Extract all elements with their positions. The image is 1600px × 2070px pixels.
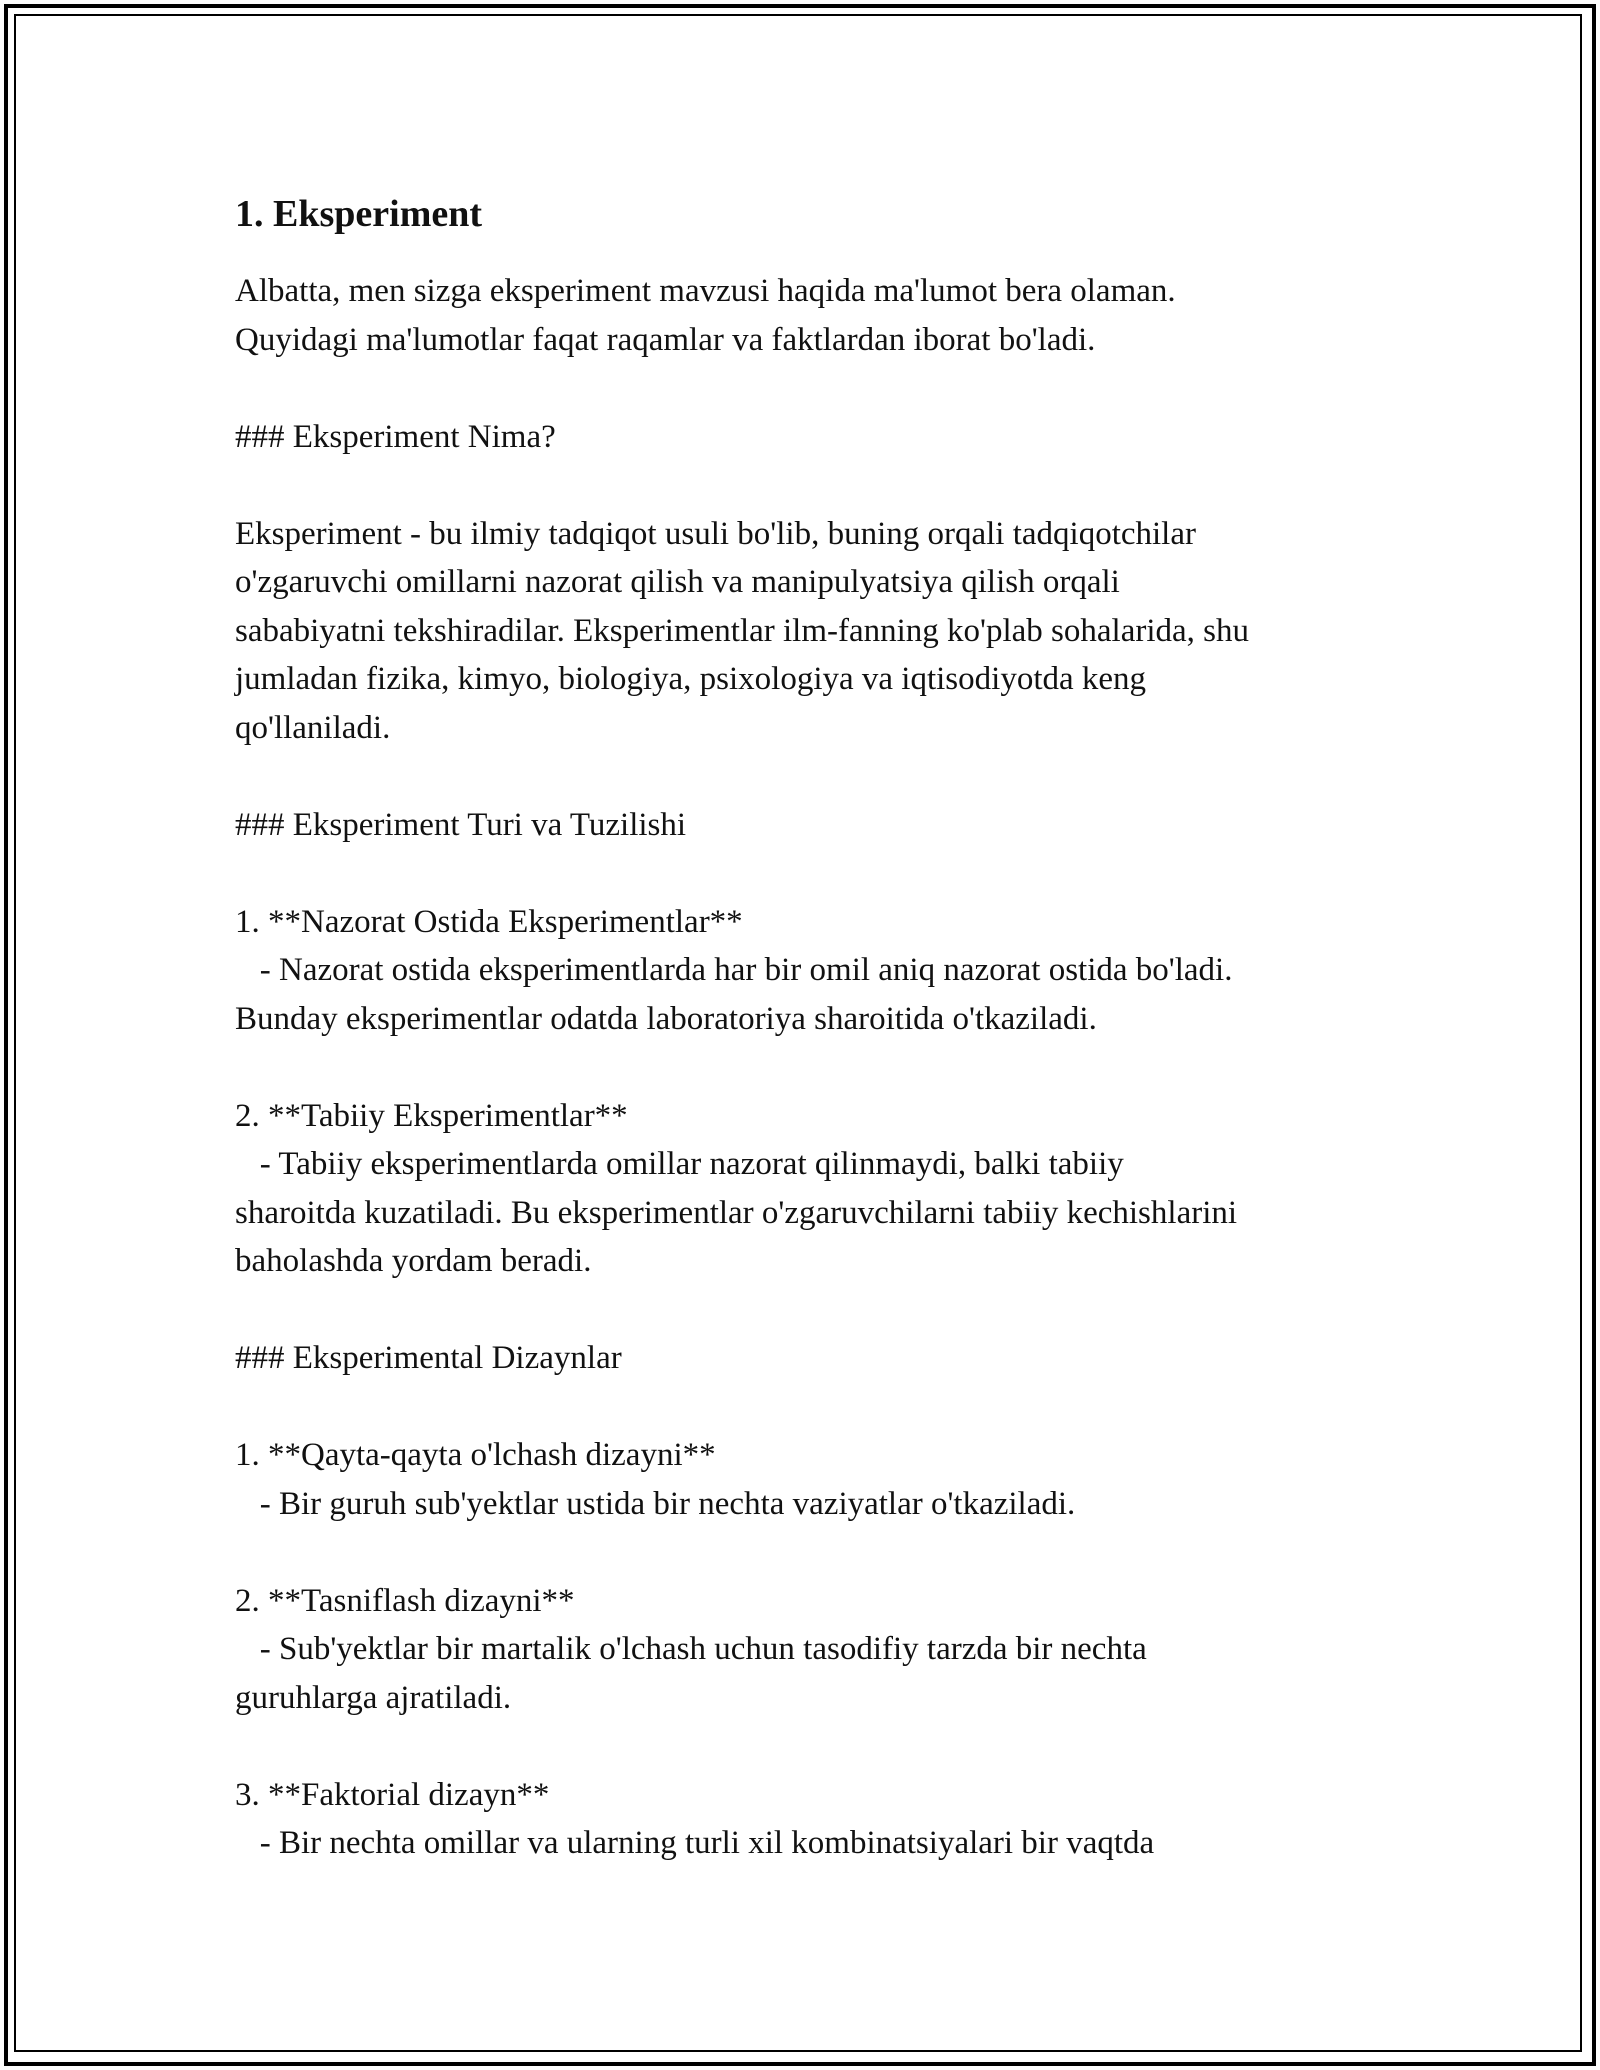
text-line: 1. **Nazorat Ostida Eksperimentlar** xyxy=(235,903,743,940)
text-line: jumladan fizika, kimyo, biologiya, psixologiya va iqtisodiyotda keng xyxy=(235,661,1147,697)
blank-line xyxy=(235,1722,1385,1771)
section-heading-line: ### Eksperiment Nima? xyxy=(235,418,556,455)
text-line: - Bir nechta omillar va ularning turli xil kombinatsiyalari bir vaqtda xyxy=(235,1825,1155,1861)
blank-line xyxy=(235,1286,1385,1335)
section-heading-line: ### Eksperiment Turi va Tuzilishi xyxy=(235,806,687,843)
text-line: - Nazorat ostida eksperimentlarda har bir omil aniq nazorat ostida bo'ladi. xyxy=(235,952,1233,988)
text-line: qo'llaniladi. xyxy=(235,709,391,746)
document-body xyxy=(235,267,1385,1868)
blank-line xyxy=(235,1528,1385,1577)
blank-line xyxy=(235,364,1385,413)
text-line: 2. **Tasniflash dizayni** xyxy=(235,1582,575,1619)
blank-line xyxy=(235,461,1385,510)
text-line: baholashda yordam beradi. xyxy=(235,1243,592,1279)
text-line: Bunday eksperimentlar odatda laboratoriya sharoitida o'tkaziladi. xyxy=(235,1000,1097,1037)
text-line: - Tabiiy eksperimentlarda omillar nazorat qilinmaydi, balki tabiiy xyxy=(235,1146,1124,1182)
blank-line xyxy=(235,849,1385,898)
text-line: Eksperiment - bu ilmiy tadqiqot usuli bo'lib, buning orqali tadqiqotchilar xyxy=(235,515,1196,552)
text-line: 1. **Qayta-qayta o'lchash dizayni** xyxy=(235,1437,716,1473)
text-line: o'zgaruvchi omillarni nazorat qilish va manipulyatsiya qilish orqali xyxy=(235,564,1120,600)
text-line: guruhlarga ajratiladi. xyxy=(235,1679,512,1716)
blank-line xyxy=(235,752,1385,801)
text-line: Quyidagi ma'lumotlar faqat raqamlar va faktlardan iborat bo'ladi. xyxy=(235,321,1096,358)
text-line: sababiyatni tekshiradilar. Eksperimentlar ilm-fanning ko'plab sohalarida, shu xyxy=(235,612,1250,649)
blank-line xyxy=(235,1043,1385,1092)
blank-line xyxy=(235,1383,1385,1432)
text-line: 3. **Faktorial dizayn** xyxy=(235,1776,550,1813)
text-line: - Sub'yektlar bir martalik o'lchash uchun tasodifiy tarzda bir nechta xyxy=(235,1631,1147,1667)
text-line: sharoitda kuzatiladi. Bu eksperimentlar o'zgaruvchilarni tabiiy kechishlarini xyxy=(235,1194,1238,1231)
text-line: - Bir guruh sub'yektlar ustida bir nechta vaziyatlar o'tkaziladi. xyxy=(235,1485,1076,1522)
document-title: 1. Eksperiment xyxy=(235,193,482,235)
text-line: 2. **Tabiiy Eksperimentlar** xyxy=(235,1097,628,1134)
document-page xyxy=(235,186,1385,1868)
section-heading-line: ### Eksperimental Dizaynlar xyxy=(235,1340,622,1376)
text-line: Albatta, men sizga eksperiment mavzusi haqida ma'lumot bera olaman. xyxy=(235,273,1176,309)
